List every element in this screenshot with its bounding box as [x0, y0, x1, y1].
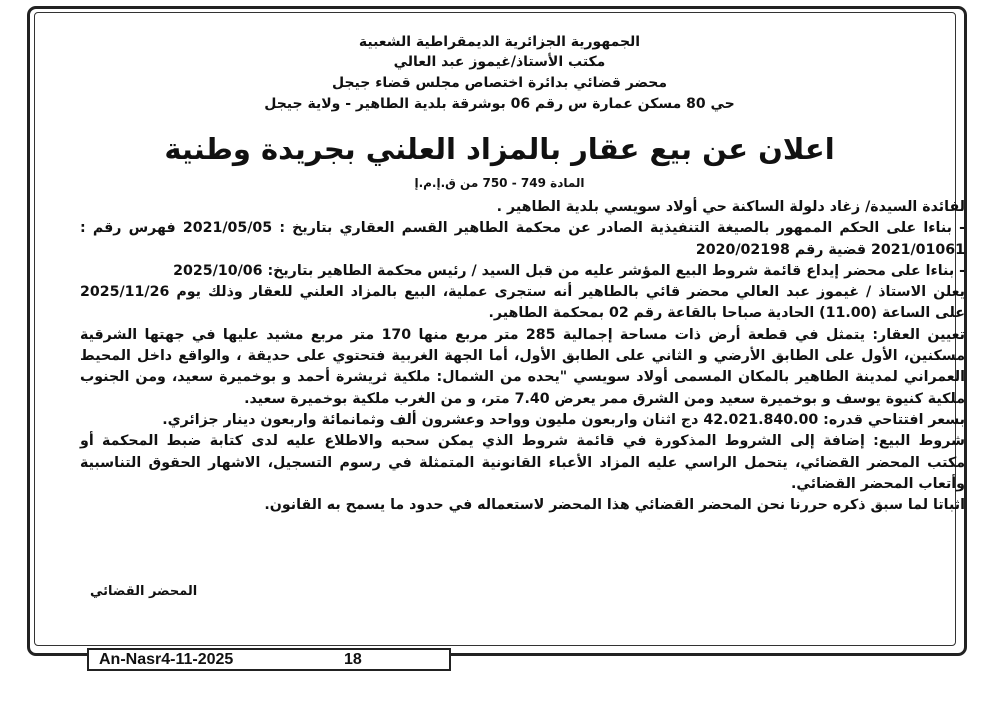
property-description-line: ملكية كنيوة يوسف و بوخميرة سعيد ومن الشرق ممر يعرض 7.40 متر، و من الغرب ملكية بوخميرة سعيد. — [244, 390, 965, 407]
header-country: الجمهورية الجزائرية الديمقراطية الشعبية — [358, 34, 641, 50]
sale-conditions-line: وأتعاب المحضر القضائي. — [791, 475, 965, 492]
notice-body — [80, 197, 965, 516]
announcement-line: يعلن الاستاذ / غيموز عبد العالي محضر قائي بالطاهير أنه ستجرى عملية، البيع بالمزاد العلني للعقار وذلك يوم 2025/11/26 — [80, 284, 965, 301]
beneficiary-line: لفائدة السيدة/ زغاد دلولة الساكنة حي أولاد سويسي بلدية الطاهير . — [496, 199, 965, 215]
header-office: مكتب الأستاذ/غيموز عبد العالي — [393, 54, 606, 70]
case-number-line: 2021/01061 قضية رقم 2020/02198 — [695, 241, 965, 258]
sale-conditions-line: شروط البيع: إضافة إلى الشروط المذكورة في قائمة شروط الذي يمكن سحبه والاطلاع عليه لدى كتابة ضبط المحكمة أو — [80, 433, 965, 450]
property-description-line: العمراني لمدينة الطاهير بالمكان المسمى أولاد سويسي "يحده من الشمال: ملكية ثريشرة أحمد و بوخميرة سعيد، ومن الجنوب — [80, 369, 965, 386]
deposit-line: - بناءا على محضر إيداع قائمة شروط البيع المؤشر عليه من قبل السيد / رئيس محكمة الطاهير بتاريخ: 2025/10/06 — [173, 262, 965, 279]
header-jurisdiction: محضر قضائي بدائرة اختصاص مجلس قضاء جيجل — [331, 75, 668, 91]
page-number: 18 — [344, 651, 362, 668]
property-description-line: تعيين العقار: يتمثل في قطعة أرض ذات مساحة إجمالية 285 متر مربع منها 170 متر مربع مشيد عليها في جهتها الشرقية — [80, 326, 966, 343]
legal-article: المادة 749 - 750 من ق.إ.م.إ — [414, 176, 585, 190]
closing-statement-line: اثباتا لما سبق ذكره حررنا نحن المحضر القضائي هذا المحضر لاستعماله في حدود ما يسمح به القانون. — [264, 497, 965, 514]
header-address: حي 80 مسكن عمارة س رقم 06 بوشرقة بلدية الطاهير - ولاية جيجل — [264, 96, 735, 112]
newspaper-footer — [87, 648, 451, 671]
starting-price-line: بسعر افتتاحي قدره: 42.021.840.00 دج اثنان واربعون مليون وواحد وعشرون ألف وثمانمائة واربعون دينار جزائري. — [162, 411, 965, 428]
auction-time-line: على الساعة (11.00) الحادية صباحا بالقاعة رقم 02 بمحكمة الطاهير. — [488, 305, 965, 322]
bailiff-signature-label: المحضر القضائي — [90, 584, 198, 599]
sale-conditions-line: مكتب المحضر القضائي، يتحمل الراسي عليه المزاد الأعباء القانونية المتمثلة في رسوم التسجيل، الاشهار الحقوق التناسبية — [80, 454, 965, 471]
notice-title: اعلان عن بيع عقار بالمزاد العلني بجريدة وطنية — [164, 132, 835, 166]
judgment-line: - بناءا على الحكم الممهور بالصيغة التنفيذية الصادر عن محكمة الطاهير القسم العقاري بتاريخ : 2021/05/05 فهرس رقم : — [80, 220, 965, 237]
property-description-line: مسكنين، الأول على الطابق الأرضي و الثاني على الطابق الأول، أما الجهة الغربية فتحتوي على حديقة ، والواقع داخل المحيط — [80, 348, 965, 365]
publication-date: An-Nasr4-11-2025 — [99, 651, 234, 668]
